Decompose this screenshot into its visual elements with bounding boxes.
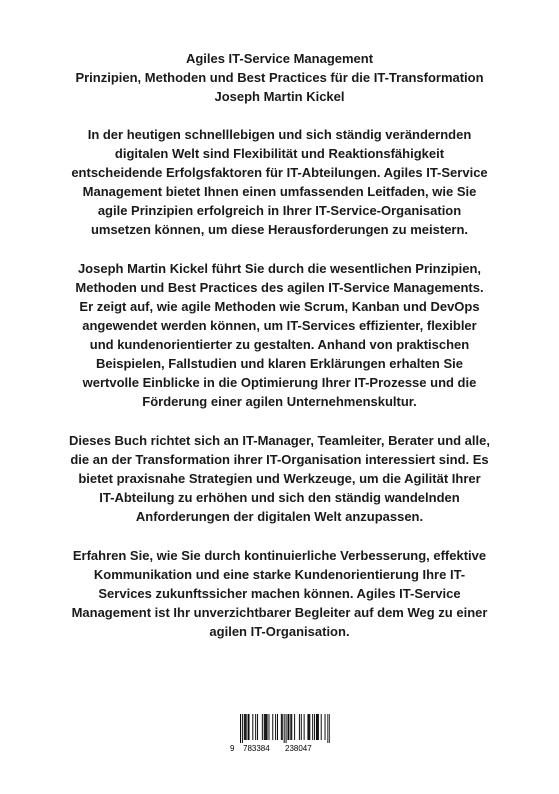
barcode-bar (321, 714, 322, 740)
blurb-paragraph-1: In der heutigen schnelllebigen und sich ständig verändernden digitalen Welt sind Flexibilität und Reaktionsfähigkeit entscheidende Erfolgsfaktoren für IT-Abteilungen. Agiles IT-Service Management bietet Ihnen einen umfassenden Leitfaden, wie Sie agile Prinzipien erfolgreich in Ihrer IT-Service-Organisation umsetzen können, um diese Herausforderungen zu meistern. (71, 127, 488, 237)
barcode-bar (329, 714, 330, 743)
barcode-bar (299, 714, 300, 740)
blurb-paragraph-3: Dieses Buch richtet sich an IT-Manager, Teamleiter, Berater und alle, die an der Transformation ihrer IT-Organisation interessiert sind. Es bietet praxisnahe Strategien und Werkzeuge, um die Agilität Ihrer IT-Abteilung zu erhöhen und sich den ständig wandelnden Anforderungen der digitalen Welt anzupassen. (69, 433, 490, 524)
book-subtitle: Prinzipien, Methoden und Best Practices für die IT-Transformation (75, 70, 484, 85)
barcode-bar (265, 714, 266, 740)
barcode-bar (304, 714, 305, 740)
barcode-bars (230, 714, 330, 743)
barcode-bar (267, 714, 268, 740)
barcode-bar (257, 714, 258, 740)
barcode-bar (266, 714, 267, 740)
barcode-bar (288, 714, 289, 740)
barcode-bar (284, 714, 285, 743)
barcode-bar (281, 714, 282, 740)
barcode-bar (314, 714, 315, 740)
blurb-text-block (40, 49, 519, 661)
barcode-bar (252, 714, 253, 740)
barcode-bar (325, 714, 326, 740)
barcode-right-group: 238047 (285, 744, 312, 753)
blurb-paragraph-4: Erfahren Sie, wie Sie durch kontinuierliche Verbesserung, effektive Kommunikation und eine starke Kundenorientierung Ihre IT- Services zukunftssicher machen können. Agiles IT-Service Management ist Ihr unverzichtbarer Begleiter auf dem Weg zu einer agilen IT-Organisation. (71, 548, 488, 639)
barcode-bar (244, 714, 245, 740)
isbn-barcode (230, 714, 330, 754)
barcode-bar (264, 714, 265, 740)
barcode-bar (318, 714, 319, 740)
barcode-bar (275, 714, 276, 740)
barcode-bar (286, 714, 287, 743)
book-author: Joseph Martin Kickel (214, 89, 345, 104)
barcode-bar (248, 714, 249, 740)
barcode-bar (272, 714, 273, 740)
blurb-paragraph-2: Joseph Martin Kickel führt Sie durch die wesentlichen Prinzipien, Methoden und Best Practices des agilen IT-Service Managements. Er zeigt auf, wie agile Methoden wie Scrum, Kanban und DevOps angewendet werden können, um IT-Services effizienter, flexibler und kundenorientierter zu gestalten. Anhand von praktischen Beispielen, Fallstudien und klaren Erklärungen erhalten Sie wertvolle Einblicke in die Optimierung Ihrer IT-Prozesse und die Förderung einer agilen Unternehmenskultur. (75, 261, 484, 409)
barcode-bar (301, 714, 302, 740)
barcode-bar (307, 714, 308, 740)
title-block (40, 49, 519, 106)
barcode-bar (277, 714, 278, 740)
barcode-first-digit: 9 (230, 744, 235, 753)
barcode-bar (269, 714, 270, 740)
barcode-left-group: 783384 (243, 744, 270, 753)
barcode-bar (242, 714, 243, 743)
barcode-bar (327, 714, 328, 743)
barcode-bar (282, 714, 283, 740)
barcode-bar (262, 714, 263, 740)
barcode-bar (294, 714, 295, 740)
barcode-bar (291, 714, 292, 740)
barcode-digits (230, 743, 330, 754)
barcode-bar (255, 714, 256, 740)
barcode-bar (317, 714, 318, 740)
barcode-bar (245, 714, 246, 740)
barcode-bar (308, 714, 309, 740)
barcode-bar (309, 714, 310, 740)
barcode-bar (249, 714, 250, 740)
barcode-bar (240, 714, 241, 743)
book-title: Agiles IT-Service Management (185, 51, 374, 66)
barcode-bar (316, 714, 317, 740)
barcode-bar (312, 714, 313, 740)
barcode-bar (246, 714, 247, 740)
barcode-bar (290, 714, 291, 740)
barcode-bar (288, 714, 289, 740)
